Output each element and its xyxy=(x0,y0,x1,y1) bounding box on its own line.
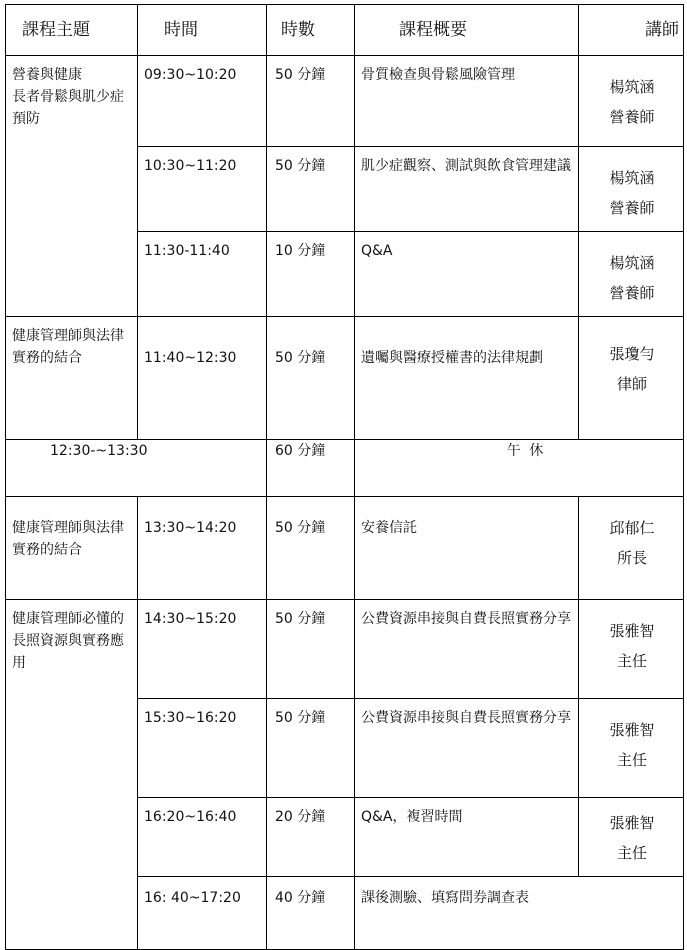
topic-cell: 健康管理師與法律實務的結合 xyxy=(6,497,138,600)
instructor-title: 所長 xyxy=(616,549,647,567)
instructor-cell xyxy=(579,56,684,147)
instructor-name: 張雅智 xyxy=(609,721,655,739)
instructor-title: 營養師 xyxy=(609,108,655,126)
time-cell: 16: 40~17:20 xyxy=(138,877,267,950)
summary-cell: 遺囑與醫療授權書的法律規劃 xyxy=(355,317,579,440)
course-schedule-table xyxy=(5,4,684,950)
instructor-cell xyxy=(579,798,684,877)
summary-cell: 安養信託 xyxy=(355,497,579,600)
time-cell: 15:30~16:20 xyxy=(138,699,267,798)
duration-cell: 50 分鐘 xyxy=(267,317,355,440)
instructor-title: 主任 xyxy=(616,751,647,769)
instructor-title: 營養師 xyxy=(609,284,655,302)
header-row xyxy=(6,5,684,56)
header-time: 時間 xyxy=(138,5,267,56)
time-cell: 16:20~16:40 xyxy=(138,798,267,877)
time-cell: 14:30~15:20 xyxy=(138,600,267,699)
instructor-name: 張雅智 xyxy=(609,622,655,640)
duration-cell: 60 分鐘 xyxy=(267,440,355,497)
duration-cell: 10 分鐘 xyxy=(267,232,355,317)
instructor-cell xyxy=(579,232,684,317)
instructor-name: 楊筑涵 xyxy=(609,78,655,96)
instructor-cell xyxy=(579,147,684,232)
instructor-cell xyxy=(579,317,684,440)
summary-cell: Q&A xyxy=(355,232,579,317)
topic-cell xyxy=(6,56,138,317)
table-row xyxy=(6,317,684,440)
summary-cell: 課後測驗、填寫問券調查表 xyxy=(355,877,684,950)
instructor-name: 楊筑涵 xyxy=(609,169,655,187)
duration-cell: 50 分鐘 xyxy=(267,56,355,147)
lunch-break-label: 午 休 xyxy=(355,440,684,497)
duration-cell: 50 分鐘 xyxy=(267,699,355,798)
table-row xyxy=(6,497,684,600)
instructor-cell xyxy=(579,600,684,699)
duration-cell: 50 分鐘 xyxy=(267,497,355,600)
time-cell: 11:40~12:30 xyxy=(138,317,267,440)
instructor-title: 律師 xyxy=(616,375,647,393)
time-cell: 11:30-11:40 xyxy=(138,232,267,317)
header-instructor: 講師 xyxy=(579,5,684,56)
duration-cell: 40 分鐘 xyxy=(267,877,355,950)
header-duration: 時數 xyxy=(267,5,355,56)
topic-text: 營養與健康 長者骨鬆與肌少症預防 xyxy=(12,67,124,127)
lunch-row xyxy=(6,440,684,497)
table-row xyxy=(6,600,684,699)
instructor-title: 主任 xyxy=(616,652,647,670)
instructor-name: 楊筑涵 xyxy=(609,254,655,272)
duration-cell: 50 分鐘 xyxy=(267,600,355,699)
instructor-cell xyxy=(579,497,684,600)
duration-cell: 20 分鐘 xyxy=(267,798,355,877)
instructor-title: 主任 xyxy=(616,844,647,862)
instructor-name: 張瓊勻 xyxy=(609,345,655,363)
summary-cell: 肌少症觀察、測試與飲食管理建議 xyxy=(355,147,579,232)
instructor-cell xyxy=(579,699,684,798)
topic-cell: 健康管理師與法律實務的結合 xyxy=(6,317,138,440)
instructor-title: 營養師 xyxy=(609,199,655,217)
instructor-name: 張雅智 xyxy=(609,814,655,832)
summary-cell: 骨質檢查與骨鬆風險管理 xyxy=(355,56,579,147)
summary-cell: 公費資源串接與自費長照實務分享 xyxy=(355,699,579,798)
time-cell: 10:30~11:20 xyxy=(138,147,267,232)
summary-cell: Q&A，複習時間 xyxy=(355,798,579,877)
table-row xyxy=(6,56,684,147)
topic-cell: 健康管理師必懂的長照資源與實務應用 xyxy=(6,600,138,950)
time-cell: 09:30~10:20 xyxy=(138,56,267,147)
time-cell: 12:30-~13:30 xyxy=(6,440,267,497)
header-topic: 課程主題 xyxy=(6,5,138,56)
instructor-name: 邱郁仁 xyxy=(609,519,655,537)
duration-cell: 50 分鐘 xyxy=(267,147,355,232)
time-cell: 13:30~14:20 xyxy=(138,497,267,600)
header-summary: 課程概要 xyxy=(355,5,579,56)
summary-cell: 公費資源串接與自費長照實務分享 xyxy=(355,600,579,699)
